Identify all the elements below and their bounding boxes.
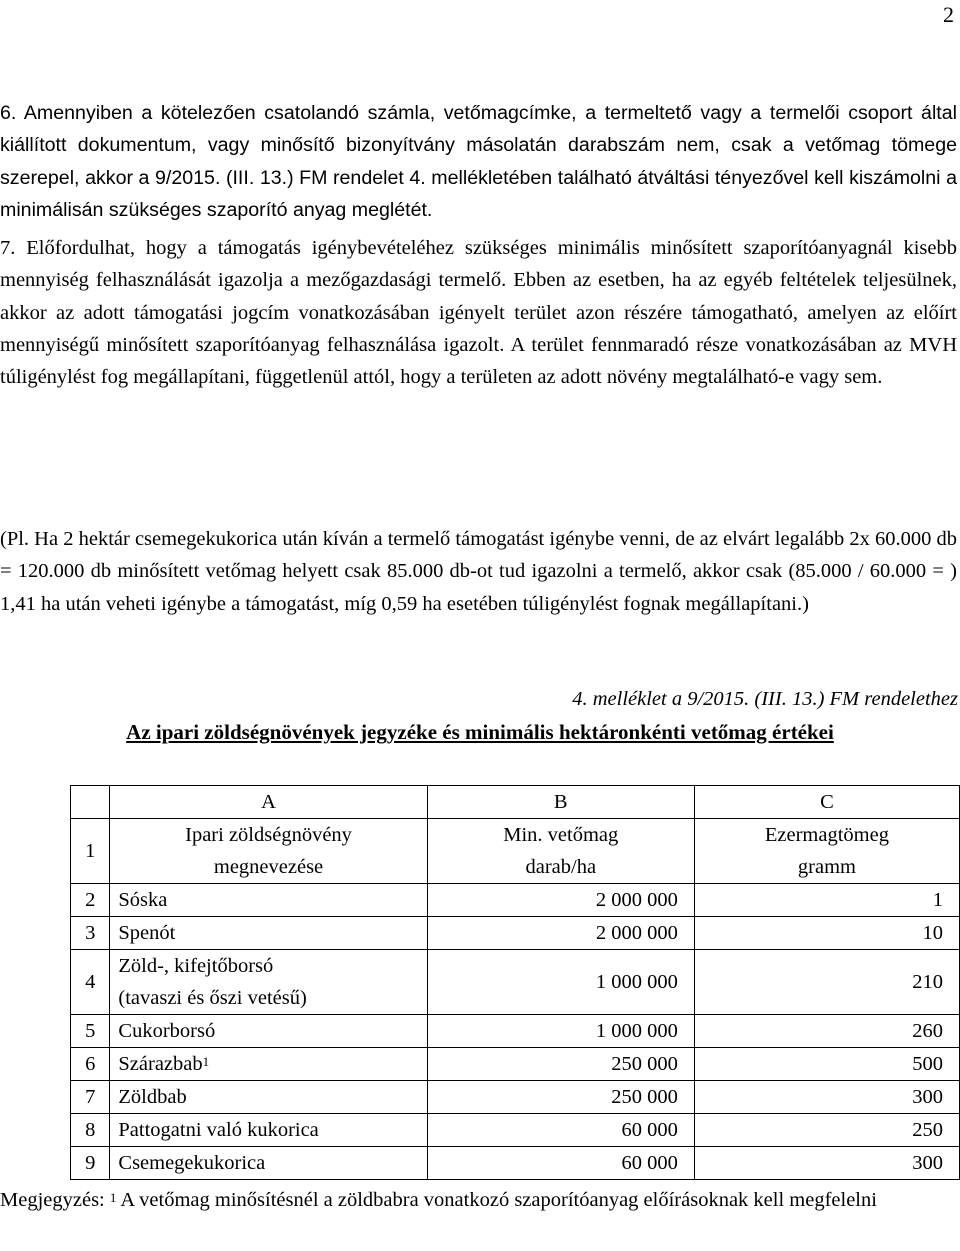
footnote-text: A vetőmag minősítésnél a zöldbabra vonatkozó szaporítóanyag előírásoknak kell megfelelni <box>120 1189 877 1211</box>
column-letter-c: C <box>694 786 959 819</box>
footnote <box>0 1184 960 1216</box>
header-plant-name-line1: Ipari zöldségnövény <box>185 824 352 846</box>
table-row-number: 9 <box>71 1147 110 1180</box>
seed-count: 60 000 <box>427 1114 694 1147</box>
footnote-marker: 1 <box>202 1054 210 1069</box>
paragraph-7: 7. Előfordulhat, hogy a támogatás igénybevételéhez szükséges minimális minősített szaporítóanyagnál kisebb mennyiség felhasználását igazolja a mezőgazdasági termelő. Ebben az esetben, ha az egyéb feltételek teljesülnek, akkor az adott támogatási jogcím vonatkozásában igényelt terület azon részére támogatható, amelyen az előírt mennyiségű minősített szaporítóanyag felhasználása igazolt. A terület fennmaradó része vonatkozásában az MVH túligénylést fog megállapítani, függetlenül attól, hogy a területen az adott növény megtalálható-e vagy sem. <box>0 237 957 389</box>
seed-mass: 300 <box>694 1147 959 1180</box>
table-row-number: 2 <box>71 884 110 917</box>
table-row <box>71 884 960 917</box>
plant-name: Csemegekukorica <box>110 1147 427 1180</box>
table-row <box>71 1015 960 1048</box>
seed-count: 2 000 000 <box>427 917 694 950</box>
plant-name: Zöldbab <box>110 1081 427 1114</box>
table-row-number: 7 <box>71 1081 110 1114</box>
header-thousand-seed-mass <box>694 819 959 884</box>
seed-mass: 1 <box>694 884 959 917</box>
column-letter-a: A <box>110 786 427 819</box>
plant-name-line2: (tavaszi és őszi vetésű) <box>118 987 307 1009</box>
seed-mass: 10 <box>694 917 959 950</box>
seed-mass: 500 <box>694 1048 959 1081</box>
header-plant-name <box>110 819 427 884</box>
seed-count: 1 000 000 <box>427 1015 694 1048</box>
table-row <box>71 1147 960 1180</box>
table-row <box>71 950 960 1015</box>
table-row <box>71 1114 960 1147</box>
plant-name-line1: Zöld-, kifejtőborsó <box>118 955 274 977</box>
header-mass-line2: gramm <box>797 856 856 878</box>
table-row-number: 3 <box>71 917 110 950</box>
plant-name <box>110 950 427 1015</box>
table-row-number: 1 <box>71 819 110 884</box>
header-seed-count-line2: darab/ha <box>525 856 597 878</box>
table-row-number: 8 <box>71 1114 110 1147</box>
table-header-row <box>71 819 960 884</box>
plant-name <box>110 1048 427 1081</box>
header-plant-name-line2: megnevezése <box>213 856 324 878</box>
header-seed-count <box>427 819 694 884</box>
header-mass-line1: Ezermagtömeg <box>764 824 889 846</box>
paragraph-6: 6. Amennyiben a kötelezően csatolandó számla, vetőmagcímke, a termeltető vagy a termelői csoport által kiállított dokumentum, vagy minősítő bizonyítvány másolatán darabszám nem, csak a vetőmag tömege szerepel, akkor a 9/2015. (III. 13.) FM rendelet 4. mellékletében található átváltási tényezővel kell kiszámolni a minimálisán szükséges szaporító anyag meglétét. <box>0 102 957 221</box>
footnote-marker: 1 <box>109 1190 117 1205</box>
footnote-label: Megjegyzés: <box>0 1189 105 1211</box>
seed-count: 250 000 <box>427 1081 694 1114</box>
plant-name-text: Szárazbab <box>118 1053 203 1075</box>
example-paragraph: (Pl. Ha 2 hektár csemegekukorica után kíván a termelő támogatást igénybe venni, de az elvárt legalább 2x 60.000 db = 120.000 db minősített vetőmag helyett csak 85.000 db-ot tud igazolni a termelő, akkor csak (85.000 / 60.000 = ) 1,41 ha után veheti igénybe a támogatást, míg 0,59 ha esetében túligénylést fognak megállapítani.) <box>0 528 957 615</box>
table-column-letters-row <box>71 786 960 819</box>
table-row <box>71 1048 960 1081</box>
table-row-number: 6 <box>71 1048 110 1081</box>
seed-mass: 250 <box>694 1114 959 1147</box>
annex-title: Az ipari zöldségnövények jegyzéke és minimális hektáronkénti vetőmag értékei <box>126 720 834 744</box>
seed-mass: 260 <box>694 1015 959 1048</box>
plant-name: Sóska <box>110 884 427 917</box>
seed-count: 60 000 <box>427 1147 694 1180</box>
plant-name: Cukorborsó <box>110 1015 427 1048</box>
annex-reference: 4. melléklet a 9/2015. (III. 13.) FM rendelethez <box>572 688 958 710</box>
table-row <box>71 917 960 950</box>
seed-values-table <box>70 785 960 1180</box>
plant-name: Spenót <box>110 917 427 950</box>
plant-name: Pattogatni való kukorica <box>110 1114 427 1147</box>
table-row <box>71 1081 960 1114</box>
table-row-number: 4 <box>71 950 110 1015</box>
seed-count: 2 000 000 <box>427 884 694 917</box>
seed-count: 1 000 000 <box>427 950 694 1015</box>
seed-count: 250 000 <box>427 1048 694 1081</box>
table-row-number: 5 <box>71 1015 110 1048</box>
column-letter-b: B <box>427 786 694 819</box>
seed-mass: 210 <box>694 950 959 1015</box>
seed-mass: 300 <box>694 1081 959 1114</box>
table-corner-cell <box>71 786 110 819</box>
page-number: 2 <box>943 2 954 27</box>
header-seed-count-line1: Min. vetőmag <box>503 824 619 846</box>
